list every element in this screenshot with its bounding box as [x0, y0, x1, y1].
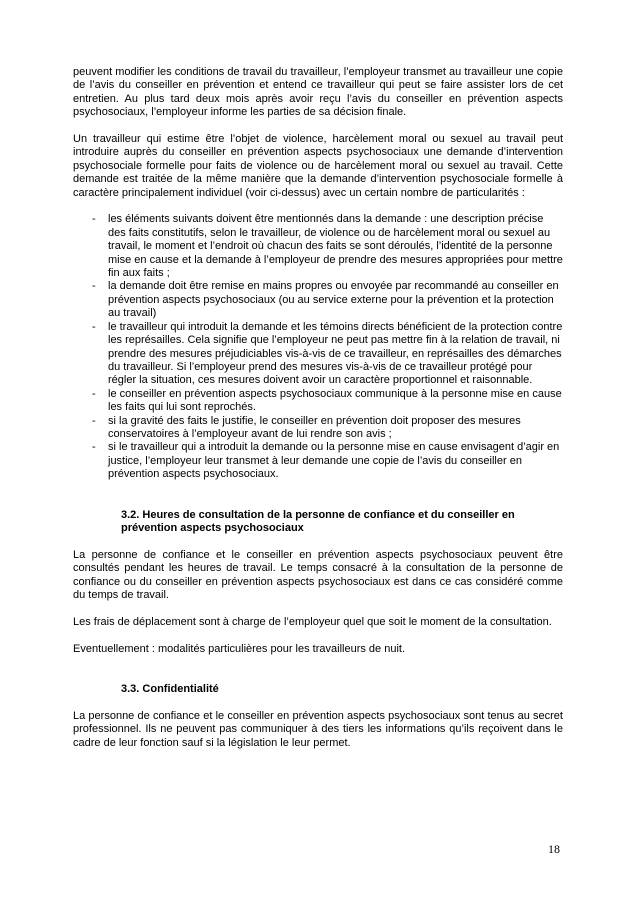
list-item: - les éléments suivants doivent être mentionnés dans la demande : une description précise des faits constitutifs, selon le travailleur, de violence ou de harcèlement moral ou sexuel au travail, le moment et l’endroit où chacun des faits se sont déroulés, l’identité de la personne mise en cause et la demande à l’employeur de prendre des mesures appropriées pour mettre fin aux faits ;	[73, 213, 563, 280]
paragraph-continuation: peuvent modifier les conditions de travail du travailleur, l’employeur transmet au travailleur une copie de l’avis du conseiller en prévention et entend ce travailleur qui peut se faire assister lors de cet entretien. Au plus tard deux mois après avoir reçu l’avis du conseiller en prévention aspects psychosociaux, l’employeur informe les parties de sa décision finale.	[73, 66, 563, 119]
section-heading-3-3: 3.3. Confidentialité	[121, 682, 219, 695]
page-number: 18	[548, 842, 560, 856]
list-item: - le travailleur qui introduit la demande et les témoins directs bénéficient de la protection contre les représailles. Cela signifie que l’employeur ne peut pas mettre fin à la relation de travail, ni prendre des mesures préjudiciables vis-à-vis de ce travailleur, en représailles des démarches du travailleur. Si l’employeur prend des mesures vis-à-vis de ce travailleur protégé pour régler la situation, ces mesures doivent avoir un caractère proportionnel et raisonnable.	[73, 321, 563, 388]
list-item: - si le travailleur qui a introduit la demande ou la personne mise en cause envisagent d’agir en justice, l’employeur leur transmet à leur demande une copie de l’avis du conseiller en prévention aspects psychosociaux.	[73, 441, 563, 481]
paragraph-consultation-hours: La personne de confiance et le conseiller en prévention aspects psychosociaux peuvent être consultés pendant les heures de travail. Le temps consacré à la consultation de la personne de confiance ou du conseiller en prévention aspects psychosociaux est dans ce cas considéré comme du temps de travail.	[73, 548, 563, 601]
list-item: - la demande doit être remise en mains propres ou envoyée par recommandé au conseiller en prévention aspects psychosociaux (ou au service externe pour la prévention et la protection au travail)	[73, 280, 563, 320]
paragraph-formal-request-intro: Un travailleur qui estime être l’objet de violence, harcèlement moral ou sexuel au travail peut introduire auprès du conseiller en prévention aspects psychosociaux une demande d’intervention psychosociale formelle pour faits de violence ou de harcèlement moral ou sexuel au travail. Cette demande est traitée de la même manière que la demande d’intervention psychosociale formelle à caractère principalement individuel (voir ci-dessus) avec un certain nombre de particularités :	[73, 133, 563, 199]
paragraph-travel-costs: Les frais de déplacement sont à charge de l’employeur quel que soit le moment de la consultation.	[73, 615, 552, 628]
list-item: - le conseiller en prévention aspects psychosociaux communique à la personne mise en cause les faits qui lui sont reprochés.	[73, 388, 563, 415]
bullet-list	[73, 213, 563, 481]
list-item: - si la gravité des faits le justifie, le conseiller en prévention doit proposer des mesures conservatoires à l’employeur avant de lui rendre son avis ;	[73, 415, 563, 442]
paragraph-night-workers: Eventuellement : modalités particulières pour les travailleurs de nuit.	[73, 642, 405, 655]
section-heading-3-2: 3.2. Heures de consultation de la personne de confiance et du conseiller en prévention aspects psychosociaux	[121, 508, 515, 534]
paragraph-confidentiality: La personne de confiance et le conseiller en prévention aspects psychosociaux sont tenus au secret professionnel. Ils ne peuvent pas communiquer à des tiers les informations qu’ils reçoivent dans le cadre de leur fonction sauf si la législation le leur permet.	[73, 709, 563, 749]
